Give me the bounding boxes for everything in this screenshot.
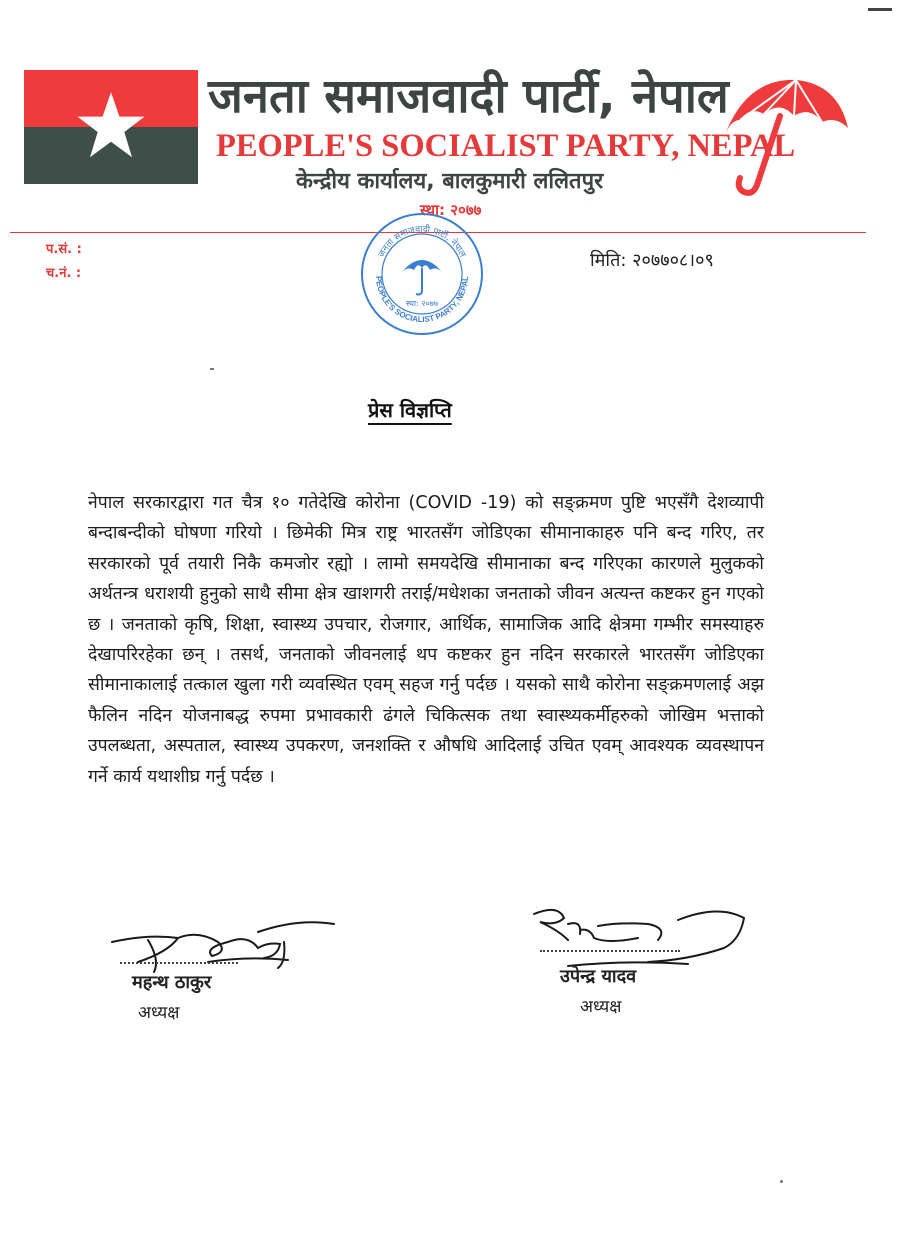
signatory-name-1: महन्थ ठाकुर	[132, 972, 212, 993]
party-name-nepali: जनता समाजवादी पार्टी, नेपाल	[208, 69, 729, 124]
seal-text-english: PEOPLE'S SOCIALIST PARTY, NEPAL	[373, 275, 471, 325]
office-address: केन्द्रीय कार्यालय, बालकुमारी ललितपुर	[296, 169, 604, 194]
signatory-name-2: उपेन्द्र यादव	[560, 966, 637, 987]
corner-mark	[868, 8, 892, 11]
signature-line-2	[540, 950, 680, 952]
seal-text-nepali: जनता समाजवादी पार्टी, नेपाल	[376, 224, 468, 260]
umbrella-icon	[718, 70, 853, 210]
party-name-english: PEOPLE'S SOCIALIST PARTY, NEPAL	[216, 128, 796, 164]
reference-number-label: प.सं. :	[46, 242, 82, 257]
dispatch-number-label: च.नं. :	[46, 266, 82, 281]
paper-speck	[210, 368, 214, 370]
party-seal	[358, 210, 486, 338]
established-year: स्था: २०७७	[420, 201, 482, 219]
signatory-title-1: अध्यक्ष	[138, 1003, 180, 1023]
star-icon	[76, 90, 146, 160]
seal-year: स्था: २०७७	[405, 299, 439, 308]
page-title: प्रेस विज्ञप्ति	[368, 398, 452, 422]
letter-date: मिति: २०७७०८।०९	[590, 250, 714, 271]
signature-line-1	[120, 962, 238, 964]
paper-speck	[780, 1180, 783, 1183]
press-release-body: नेपाल सरकारद्वारा गत चैत्र १० गतेदेखि कोरोना (COVID -19) को सङ्क्रमण पुष्टि भएसँगै देशव्यापी बन्दाबन्दीको घोषणा गरियो । छिमेकी मित्र राष्ट्र भारतसँग जोडिएका सीमानाकाहरु पनि बन्द गरिए, तर सरकारको पूर्व तयारी निकै कमजोर रह्यो । लामो समयदेखि सीमानाका बन्द गरिएका कारणले मुलुकको अर्थतन्त्र धराशयी हुनुको साथै सीमा क्षेत्र खाशगरी तराई/मधेशका जनताको जीवन अत्यन्त कष्टकर हुन गएको छ । जनताको कृषि, शिक्षा, स्वास्थ्य उपचार, रोजगार, आर्थिक, सामाजिक आदि क्षेत्रमा गम्भीर समस्याहरु देखापरिरहेका छन् । तसर्थ, जनताको जीवनलाई थप कष्टकर हुन नदिन सरकारले भारतसँग जोडिएका सीमानाकालाई तत्काल खुला गरी व्यवस्थित एवम् सहज गर्नु पर्दछ । यसको साथै कोरोना सङ्क्रमणलाई अझ फैलिन नदिन योजनाबद्ध रुपमा प्रभावकारी ढंगले चिकित्सक तथा स्वास्थ्यकर्मीहरुको जोखिम भत्ताको उपलब्धता, अस्पताल, स्वास्थ्य उपकरण, जनशक्ति र औषधि आदिलाई उचित एवम् आवश्यक व्यवस्थापन गर्ने कार्य यथाशीघ्र गर्नु पर्दछ ।	[88, 493, 764, 787]
party-flag	[24, 70, 198, 184]
signatory-title-2: अध्यक्ष	[580, 997, 622, 1017]
